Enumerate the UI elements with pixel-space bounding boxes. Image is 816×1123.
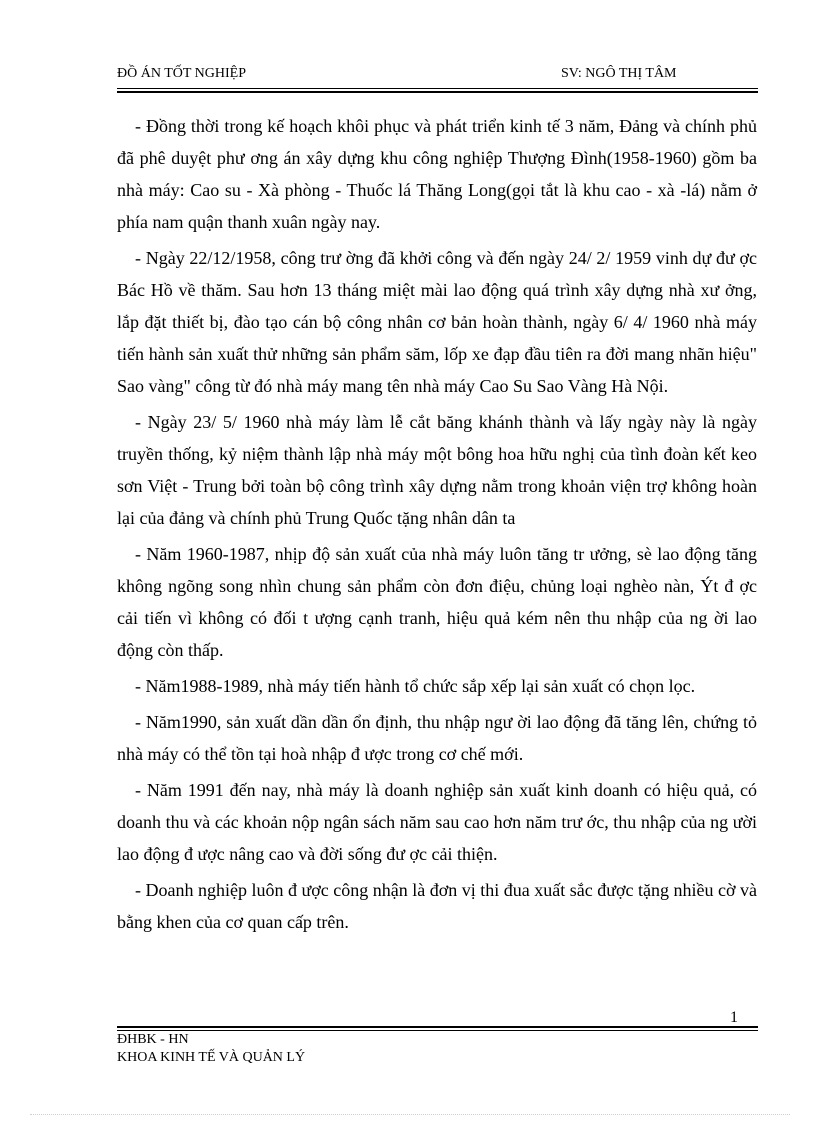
page-boundary-line [30, 1114, 790, 1115]
paragraph: - Năm1990, sản xuất dần dần ổn định, thu nhập ngư ời lao động đã tăng lên, chứng tỏ nhà máy có thể tồn tại hoà nhập đ ược trong cơ chế mới. [117, 712, 757, 764]
paragraph: - Năm1988-1989, nhà máy tiến hành tổ chức sắp xếp lại sản xuất có chọn lọc. [135, 676, 696, 696]
footer-university: ĐHBK - HN [117, 1032, 189, 1047]
page-footer [117, 1031, 617, 1067]
header-rule-thick [117, 91, 758, 93]
footer-faculty: KHOA KINH TẾ VÀ QUẢN LÝ [117, 1050, 306, 1065]
paragraph: - Năm 1991 đến nay, nhà máy là doanh nghiệp sản xuất kinh doanh có hiệu quả, có doanh thu và các khoản nộp ngân sách năm sau cao hơn năm trư ớc, thu nhập của ng ười lao động đ ược nâng cao và đời sống đư ợc cải thiện. [117, 780, 757, 864]
paragraph: - Đồng thời trong kế hoạch khôi phục và phát triển kinh tế 3 năm, Đảng và chính phủ đã phê duyệt phư ơng án xây dựng khu công nghiệp Thượng Đình(1958-1960) gồm ba nhà máy: Cao su - Xà phòng - Thuốc lá Thăng Long(gọi tắt là khu cao - xà -lá) nằm ở phía nam quận thanh xuân ngày nay. [117, 116, 757, 232]
header-thesis-title: ĐỒ ÁN TỐT NGHIỆP [117, 66, 246, 81]
page-number: 1 [730, 1009, 738, 1026]
footer-rule-thick [117, 1026, 758, 1028]
header-student-name: SV: NGÔ THỊ TÂM [561, 66, 677, 81]
document-body [117, 110, 757, 942]
page-header [117, 64, 757, 86]
paragraph: - Ngày 22/12/1958, công trư ờng đã khởi công và đến ngày 24/ 2/ 1959 vinh dự đư ợc Bác Hồ về thăm. Sau hơn 13 tháng miệt mài lao động quá trình xây dựng nhà xư ởng, lắp đặt thiết bị, đào tạo cán bộ công nhân cơ bản hoàn thành, ngày 6/ 4/ 1960 nhà máy tiến hành sản xuất thử những sản phẩm săm, lốp xe đạp đầu tiên ra đời mang nhãn hiệu" Sao vàng" công từ đó nhà máy mang tên nhà máy Cao Su Sao Vàng Hà Nội. [117, 248, 757, 396]
paragraph: - Ngày 23/ 5/ 1960 nhà máy làm lễ cắt băng khánh thành và lấy ngày này là ngày truyền thống, kỷ niệm thành lập nhà máy một bông hoa hữu nghị của tình đoàn kết keo sơn Việt - Trung bởi toàn bộ công trình xây dựng nằm trong khoản viện trợ không hoàn lại của đảng và chính phủ Trung Quốc tặng nhân dân ta [117, 412, 757, 528]
header-rule-thin [117, 88, 758, 89]
paragraph: - Năm 1960-1987, nhịp độ sản xuất của nhà máy luôn tăng tr ưởng, sè lao động tăng không ngõng song nhìn chung sản phẩm còn đơn điệu, chủng loại nghèo nàn, Ýt đ ợc cải tiến vì không có đối t ượng cạnh tranh, hiệu quả kém nên thu nhập của ng ời lao động còn thấp. [117, 544, 757, 660]
paragraph: - Doanh nghiệp luôn đ ược công nhận là đơn vị thi đua xuất sắc được tặng nhiều cờ và bằng khen của cơ quan cấp trên. [117, 880, 757, 932]
